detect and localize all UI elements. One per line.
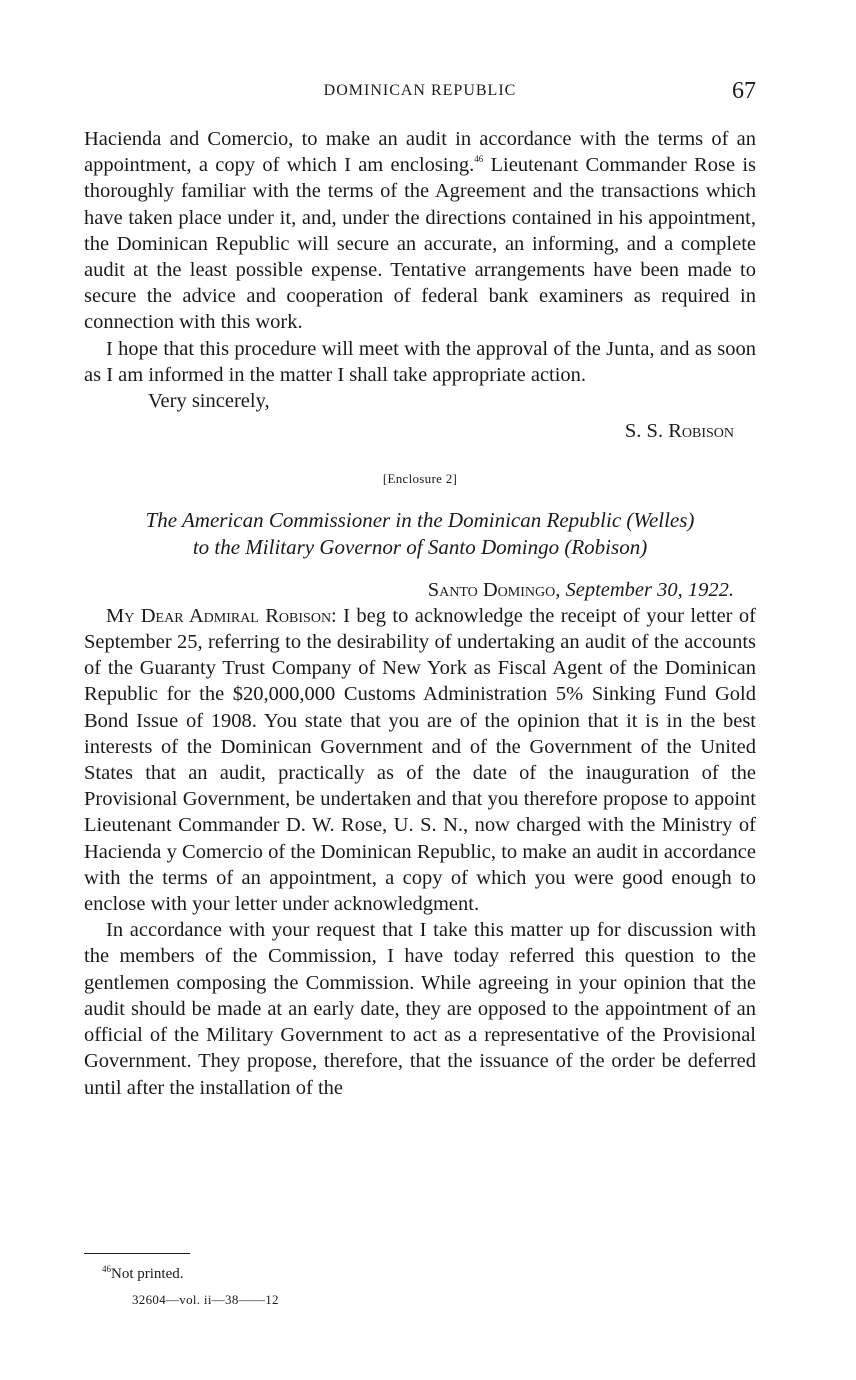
footnote-text: Not printed. <box>111 1266 184 1282</box>
footnote-marker: 46 <box>102 1264 111 1274</box>
body-paragraph-2: I hope that this procedure will meet with the approval of the Junta, and as soon as I am informed in the matter I shall take appropriate action. <box>84 337 756 386</box>
body-paragraph-1 <box>84 126 756 336</box>
footnote <box>102 1266 184 1283</box>
dateline-date: September 30, 1922. <box>565 578 734 601</box>
printer-signature-line: 32604—vol. ii—38——12 <box>132 1292 279 1307</box>
footnote-divider <box>84 1253 190 1254</box>
running-head: DOMINICAN REPUBLIC <box>323 82 517 99</box>
enclosure-paragraph-1-text: I beg to acknowledge the receipt of your letter of September 25, referring to the desirability of undertaking an audit of the accounts of the Guaranty Trust Company of New York as Fiscal Agent of the Dominican Republic for the $20,000,000 Customs Administration 5% Sinking Fund Gold Bond Issue of 1908. You state that you are of the opinion that it is in the best interests of the Dominican Government and of the Government of the United States that an audit, practically as of the date of the inauguration of the Provisional Government, be undertaken and that you therefore propose to appoint Lieutenant Commander D. W. Rose, U. S. N., now charged with the Ministry of Hacienda y Comercio of the Dominican Republic, to make an audit in accordance with the terms of an appointment, a copy of which you were good enough to enclose with your letter under acknowledgment. <box>84 604 756 916</box>
salutation: My Dear Admiral Robison: <box>106 604 337 627</box>
letter-signature: S. S. Robison <box>624 420 734 443</box>
body-paragraph-1-text: Hacienda and Comercio, to make an audit in accordance with the terms of an appointment, a copy of which I am enclosing. <box>84 128 756 177</box>
enclosure-paragraph-2: In accordance with your request that I take this matter up for discussion with the members of the Commission, I have today referred this question to the gentlemen composing the Commission. While agreeing in your opinion that the audit should be made at an early date, they are opposed to the appointment of an official of the Military Government to act as a representative of the Provisional Government. They propose, therefore, that the issuance of the order be deferred until after the installation of the <box>84 919 756 1099</box>
dateline <box>84 577 756 603</box>
document-title-line-2: to the Military Governor of Santo Domingo (Robison) <box>192 534 648 559</box>
page-body <box>84 126 756 1101</box>
body-paragraph-1-text-cont: Lieutenant Commander Rose is thoroughly familiar with the terms of the Agreement and the transactions which have taken place under it, and, under the directions contained in his appointment, the Dominican Republic will secure an accurate, an informing, and a complete audit at the least possible expense. Tentative arrangements have been made to secure the advice and cooperation of federal bank examiners as required in connection with this work. <box>84 154 757 334</box>
page-header <box>84 78 756 112</box>
dateline-place: Santo Domingo, <box>427 578 561 601</box>
enclosure-label: [Enclosure 2] <box>382 471 458 487</box>
document-title <box>84 507 756 561</box>
footnote-reference: 46 <box>474 154 484 165</box>
enclosure-paragraph-1 <box>84 603 756 917</box>
document-title-line-1: The American Commissioner in the Dominican Republic (Welles) <box>145 507 695 532</box>
letter-closing: Very sincerely, <box>148 390 270 413</box>
page-number: 67 <box>732 78 756 104</box>
